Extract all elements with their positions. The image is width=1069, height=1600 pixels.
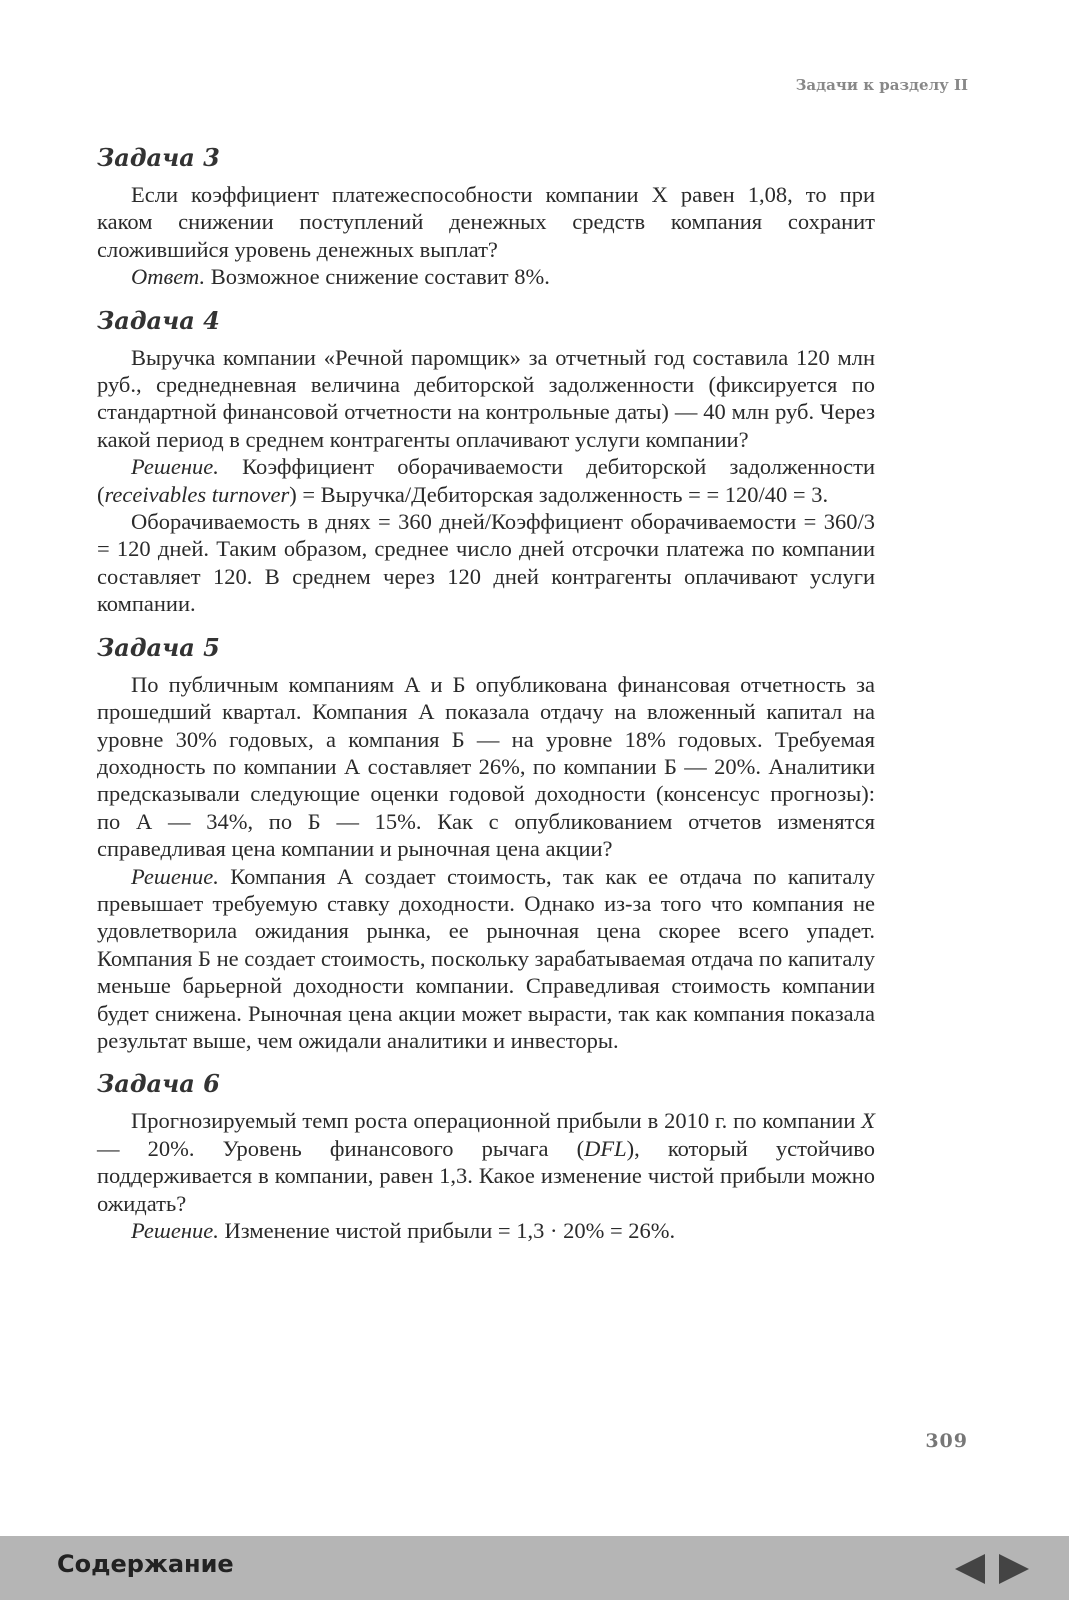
task-question: Если коэффициент платежеспособности компании X равен 1,08, то при каком снижении поступлений денежных средств компания сохранит сложившийся уровень денежных выплат? [97,182,875,262]
running-head: Задачи к разделу II [795,76,968,94]
task-question [97,1107,875,1217]
company-symbol: X [861,1108,875,1134]
solution-text: Компания А создает стоимость, так как ее отдача по капиталу превышает требуемую ставку доходности. Однако из-за того что компания не удовлетворила ожидания рынка, ее рыночная цена скорее всего упадет. Компания Б не создает стоимость, поскольку зарабатываемая отдача по капиталу меньше барьерной доходности компании. Справедливая стоимость компании будет снижена. Рыночная цена акции может вырасти, так как компания показала результат выше, чем ожидали аналитики и инвесторы. [97,863,875,1053]
dfl-term: DFL [584,1135,627,1161]
task-heading: Задача 6 [97,1069,220,1099]
solution-label: Решение. [131,863,219,889]
task-answer [97,263,875,290]
solution-text: Коэффициент оборачиваемости дебиторской задолженности ( [97,454,875,507]
task-4 [97,305,875,618]
task-solution [97,453,875,508]
solution-text: Изменение чистой прибыли = 1,3 · 20% = 26%. [218,1218,676,1243]
question-text-end: ), который устойчиво поддерживается в компании, равен 1,3. Какое изменение чистой прибыли можно ожидать? [97,1135,875,1216]
table-of-contents-link[interactable]: Содержание [57,1550,234,1578]
task-heading: Задача 5 [97,632,220,662]
page-number: 309 [925,1430,968,1452]
task-question: По публичным компаниям А и Б опубликована финансовая отчетность за прошедший квартал. Компания А показала отдачу на вложенный капитал на уровне 30% годовых, а компания Б — на уровне 18% годовых. Требуемая доходность по компании А составляет 26%, по компании Б — 20%. Аналитики предсказывали следующие оценки годовой доходности (консенсус прогнозы): по А — 34%, по Б — 15%. Как с опубликованием отчетов изменятся справедливая цена компании и рыночная цена акции? [97,671,875,862]
task-heading: Задача 4 [97,305,220,335]
task-question: Выручка компании «Речной паромщик» за отчетный год составила 120 млн руб., среднедневная величина дебиторской задолженности (фиксируется по стандартной финансовой отчетности на контрольные даты) — 40 млн руб. Через какой период в среднем контрагенты оплачивают услуги компании? [97,344,875,452]
task-3 [97,142,875,291]
task-solution-cont: Оборачиваемость в днях = 360 дней/Коэффициент оборачиваемости = 360/3 = 120 дней. Таким образом, среднее число дней отсрочки платежа по компании составляет 120. В среднем через 120 дней контрагенты оплачивают услуги компании. [97,509,875,617]
answer-text: Возможное снижение составит 8%. [205,264,550,290]
page-content [97,142,875,1258]
task-solution [97,863,875,1055]
task-solution [97,1217,875,1244]
previous-page-icon[interactable] [955,1554,985,1584]
next-page-icon[interactable] [999,1554,1029,1584]
question-text-cont: — 20%. Уровень финансового рычага ( [97,1135,585,1161]
task-heading: Задача 3 [97,143,220,172]
footer-nav-bar [0,1536,1069,1600]
task-6 [97,1068,875,1244]
solution-text-cont: ) = Выручка/Дебиторская задолженность = = 120/40 = 3. [289,481,829,507]
answer-label: Ответ. [131,264,206,290]
question-text: Прогнозируемый темп роста операционной прибыли в 2010 г. по компании [131,1108,862,1134]
solution-label: Решение. [131,454,219,480]
task-5 [97,632,875,1055]
solution-term: receivables turnover [104,481,290,507]
solution-label: Решение. [131,1218,219,1243]
